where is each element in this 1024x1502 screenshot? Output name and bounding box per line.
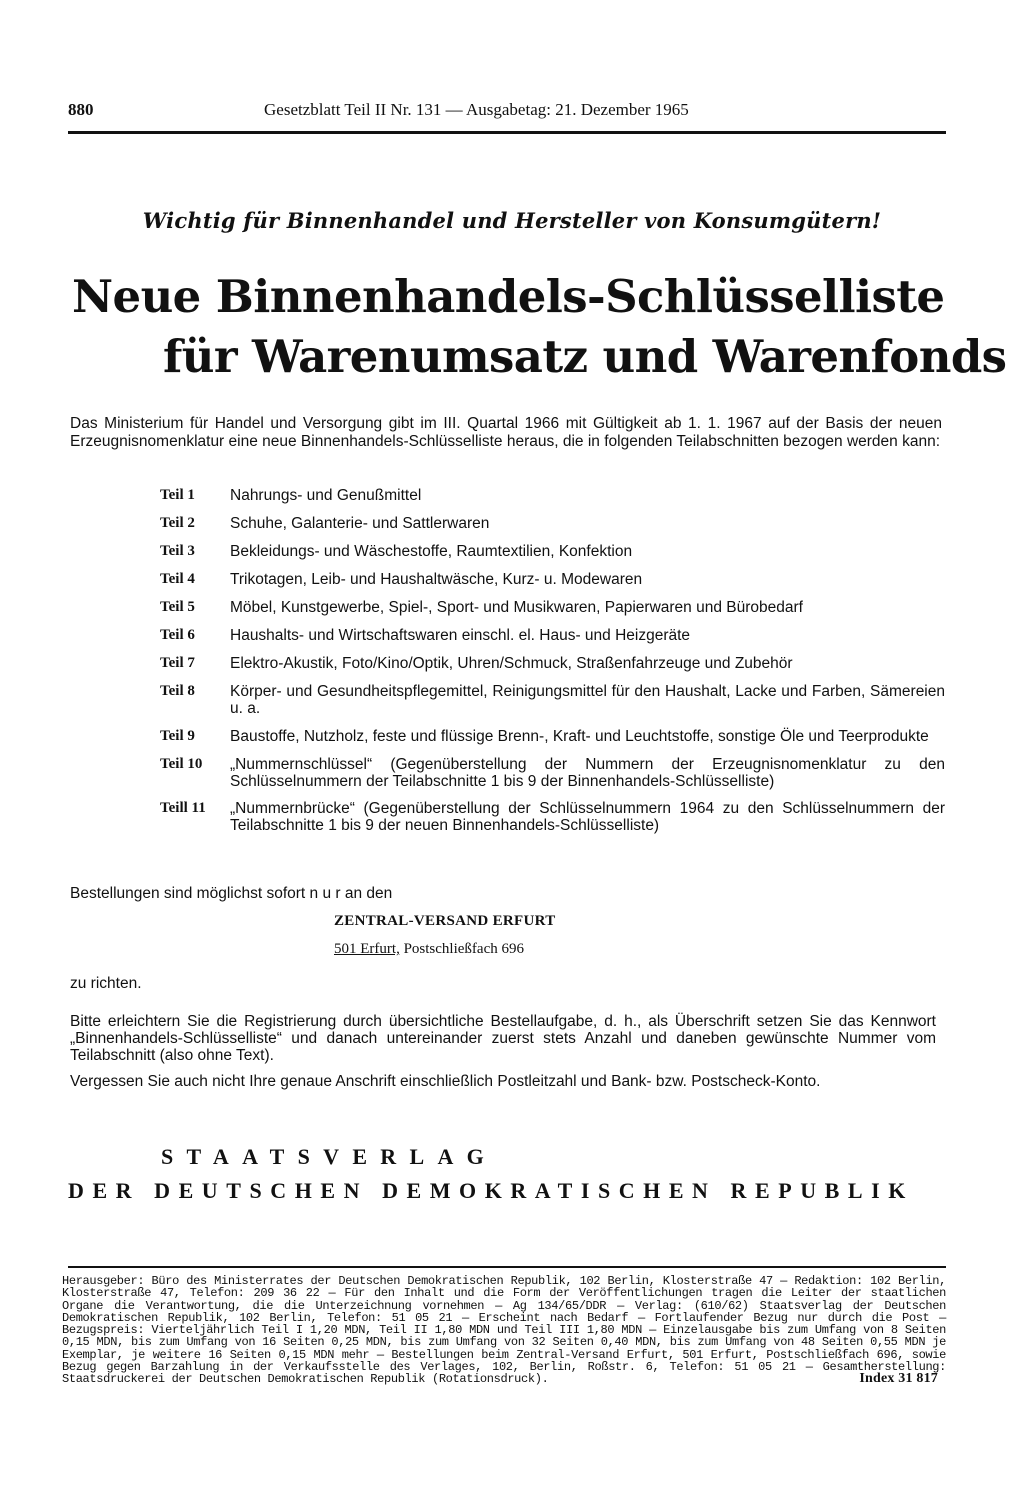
parts-list xyxy=(160,487,945,834)
part-item xyxy=(160,655,945,672)
part-label: Teil 1 xyxy=(160,487,195,503)
part-item xyxy=(160,756,945,790)
publisher-name-line-2: DER DEUTSCHEN DEMOKRATISCHEN REPUBLIK xyxy=(68,1178,914,1203)
intro-paragraph: Das Ministerium für Handel und Versorgung gibt im III. Quartal 1966 mit Gültigkeit ab 1. 1. 1967 auf der Basis der neuen Erzeugnisnomenklatur eine neue Binnenhandels-Schlüsselliste heraus, die in folgenden Teilabschnitten bezogen werden kann: xyxy=(70,415,942,450)
part-label: Teil 7 xyxy=(160,655,195,671)
header-rule xyxy=(68,131,946,134)
page-header xyxy=(68,100,946,126)
part-text: Haushalts- und Wirtschaftswaren einschl. el. Haus- und Heizgeräte xyxy=(230,627,691,644)
header-title: Gesetzblatt Teil II Nr. 131 — Ausgabetag: 21. Dezember 1965 xyxy=(264,100,689,119)
part-item xyxy=(160,683,945,717)
part-text: Elektro-Akustik, Foto/Kino/Optik, Uhren/Schmuck, Straßenfahrzeuge und Zubehör xyxy=(230,655,793,672)
part-label: Teil 3 xyxy=(160,543,195,559)
part-label: Teil 4 xyxy=(160,571,195,587)
part-item xyxy=(160,627,945,644)
part-label: Teil 6 xyxy=(160,627,195,643)
part-label: Teil 2 xyxy=(160,515,195,531)
headline-line-2: für Warenumsatz und Warenfonds xyxy=(163,330,1007,383)
part-label: Teill 11 xyxy=(160,800,206,816)
order-closing: zu richten. xyxy=(70,975,142,992)
index-number: Index 31 817 xyxy=(859,1371,938,1387)
ad-slogan: Wichtig für Binnenhandel und Hersteller von Konsumgütern! xyxy=(142,208,882,233)
part-text: Nahrungs- und Genußmittel xyxy=(230,487,422,504)
order-hint-paragraph: Bitte erleichtern Sie die Registrierung durch übersichtliche Bestellaufgabe, d. h., als Überschrift setzen Sie das Kennwort „Binnenhandels-Schlüsselliste“ und danach untereinander zuerst stets Anzahl und daneben gewünschte Nummer vom Teilabschnitt (also ohne Text). xyxy=(70,1013,936,1064)
part-label: Teil 9 xyxy=(160,728,195,744)
part-label: Teil 8 xyxy=(160,683,195,699)
address-postbox: Postschließfach 696 xyxy=(403,941,524,957)
part-text: Körper- und Gesundheitspflegemittel, Reinigungsmittel für den Haushalt, Lacke und Farben, Sämereien u. a. xyxy=(230,683,945,717)
part-text: Bekleidungs- und Wäschestoffe, Raumtextilien, Konfektion xyxy=(230,543,633,560)
order-intro: Bestellungen sind möglichst sofort n u r an den xyxy=(70,885,393,902)
part-item xyxy=(160,728,945,745)
part-item xyxy=(160,599,945,616)
part-text: Schuhe, Galanterie- und Sattlerwaren xyxy=(230,515,490,532)
address-postcode: 501 Erfurt, xyxy=(334,941,400,957)
part-text: Baustoffe, Nutzholz, feste und flüssige Brenn-, Kraft- und Leuchtstoffe, sonstige Öle und Teerprodukte xyxy=(230,728,929,745)
imprint xyxy=(62,1275,946,1386)
part-label: Teil 10 xyxy=(160,756,203,772)
part-text: Möbel, Kunstgewerbe, Spiel-, Sport- und Musikwaren, Papierwaren und Bürobedarf xyxy=(230,599,803,616)
publisher-name-line-1: STAATSVERLAG xyxy=(161,1144,498,1169)
part-item xyxy=(160,571,945,588)
address-reminder-paragraph: Vergessen Sie auch nicht Ihre genaue Anschrift einschließlich Postleitzahl und Bank- bzw. Postscheck-Konto. xyxy=(70,1073,821,1090)
order-address xyxy=(334,941,524,958)
part-item xyxy=(160,487,945,504)
headline-line-1: Neue Binnenhandels-Schlüsselliste xyxy=(72,270,945,323)
part-item xyxy=(160,515,945,532)
part-text: „Nummernschlüssel“ (Gegenüberstellung der Nummern der Erzeugnisnomenklatur zu den Schlüsselnummern der Teilabschnitte 1 bis 9 der Binnenhandels-Schlüsselliste) xyxy=(230,756,945,790)
footer-rule xyxy=(68,1266,946,1268)
part-text: Trikotagen, Leib- und Haushaltwäsche, Kurz- u. Modewaren xyxy=(230,571,643,588)
part-item xyxy=(160,543,945,560)
part-item xyxy=(160,800,945,834)
part-label: Teil 5 xyxy=(160,599,195,615)
imprint-text: Herausgeber: Büro des Ministerrates der Deutschen Demokratischen Republik, 102 Berlin, Klosterstraße 47 — Redaktion: 102 Berlin, Klosterstraße 47, Telefon: 209 36 22 — Für den Inhalt und die Form der Veröffentlichungen tragen die Leiter der staatlichen Organe die Verantwortung, die die Unterzeichnung vornehmen — Ag 134/65/DDR — Verlag: (610/62) Staatsverlag der Deutschen Demokratischen Republik, 102 Berlin, Telefon: 51 05 21 — Erscheint nach Bedarf — Fortlaufender Bezug nur durch die Post — Bezugspreis: Vierteljährlich Teil I 1,20 MDN, Teil II 1,80 MDN und Teil III 1,80 MDN — Einzelausgabe bis zum Umfang von 8 Seiten 0,15 MDN, bis zum Umfang von 16 Seiten 0,25 MDN, bis zum Umfang von 32 Seiten 0,40 MDN, bis zum Umfang von 48 Seiten 0,55 MDN je Exemplar, je weitere 16 Seiten 0,15 MDN mehr — Bestellungen beim Zentral-Versand Erfurt, 501 Erfurt, Postschließfach 696, sowie Bezug gegen Barzahlung in der Verkaufsstelle des Verlages, 102, Berlin, Roßstr. 6, Telefon: 51 05 21 — Gesamtherstellung: Staatsdruckerei der Deutschen Demokratischen Republik (Rotationsdruck). xyxy=(62,1274,946,1387)
part-text: „Nummernbrücke“ (Gegenüberstellung der Schlüsselnummern 1964 zu den Schlüsselnummern der Teilabschnitte 1 bis 9 der neuen Binnenhandels-Schlüsselliste) xyxy=(230,800,945,834)
page-number: 880 xyxy=(68,100,94,119)
order-recipient: ZENTRAL-VERSAND ERFURT xyxy=(334,913,556,929)
